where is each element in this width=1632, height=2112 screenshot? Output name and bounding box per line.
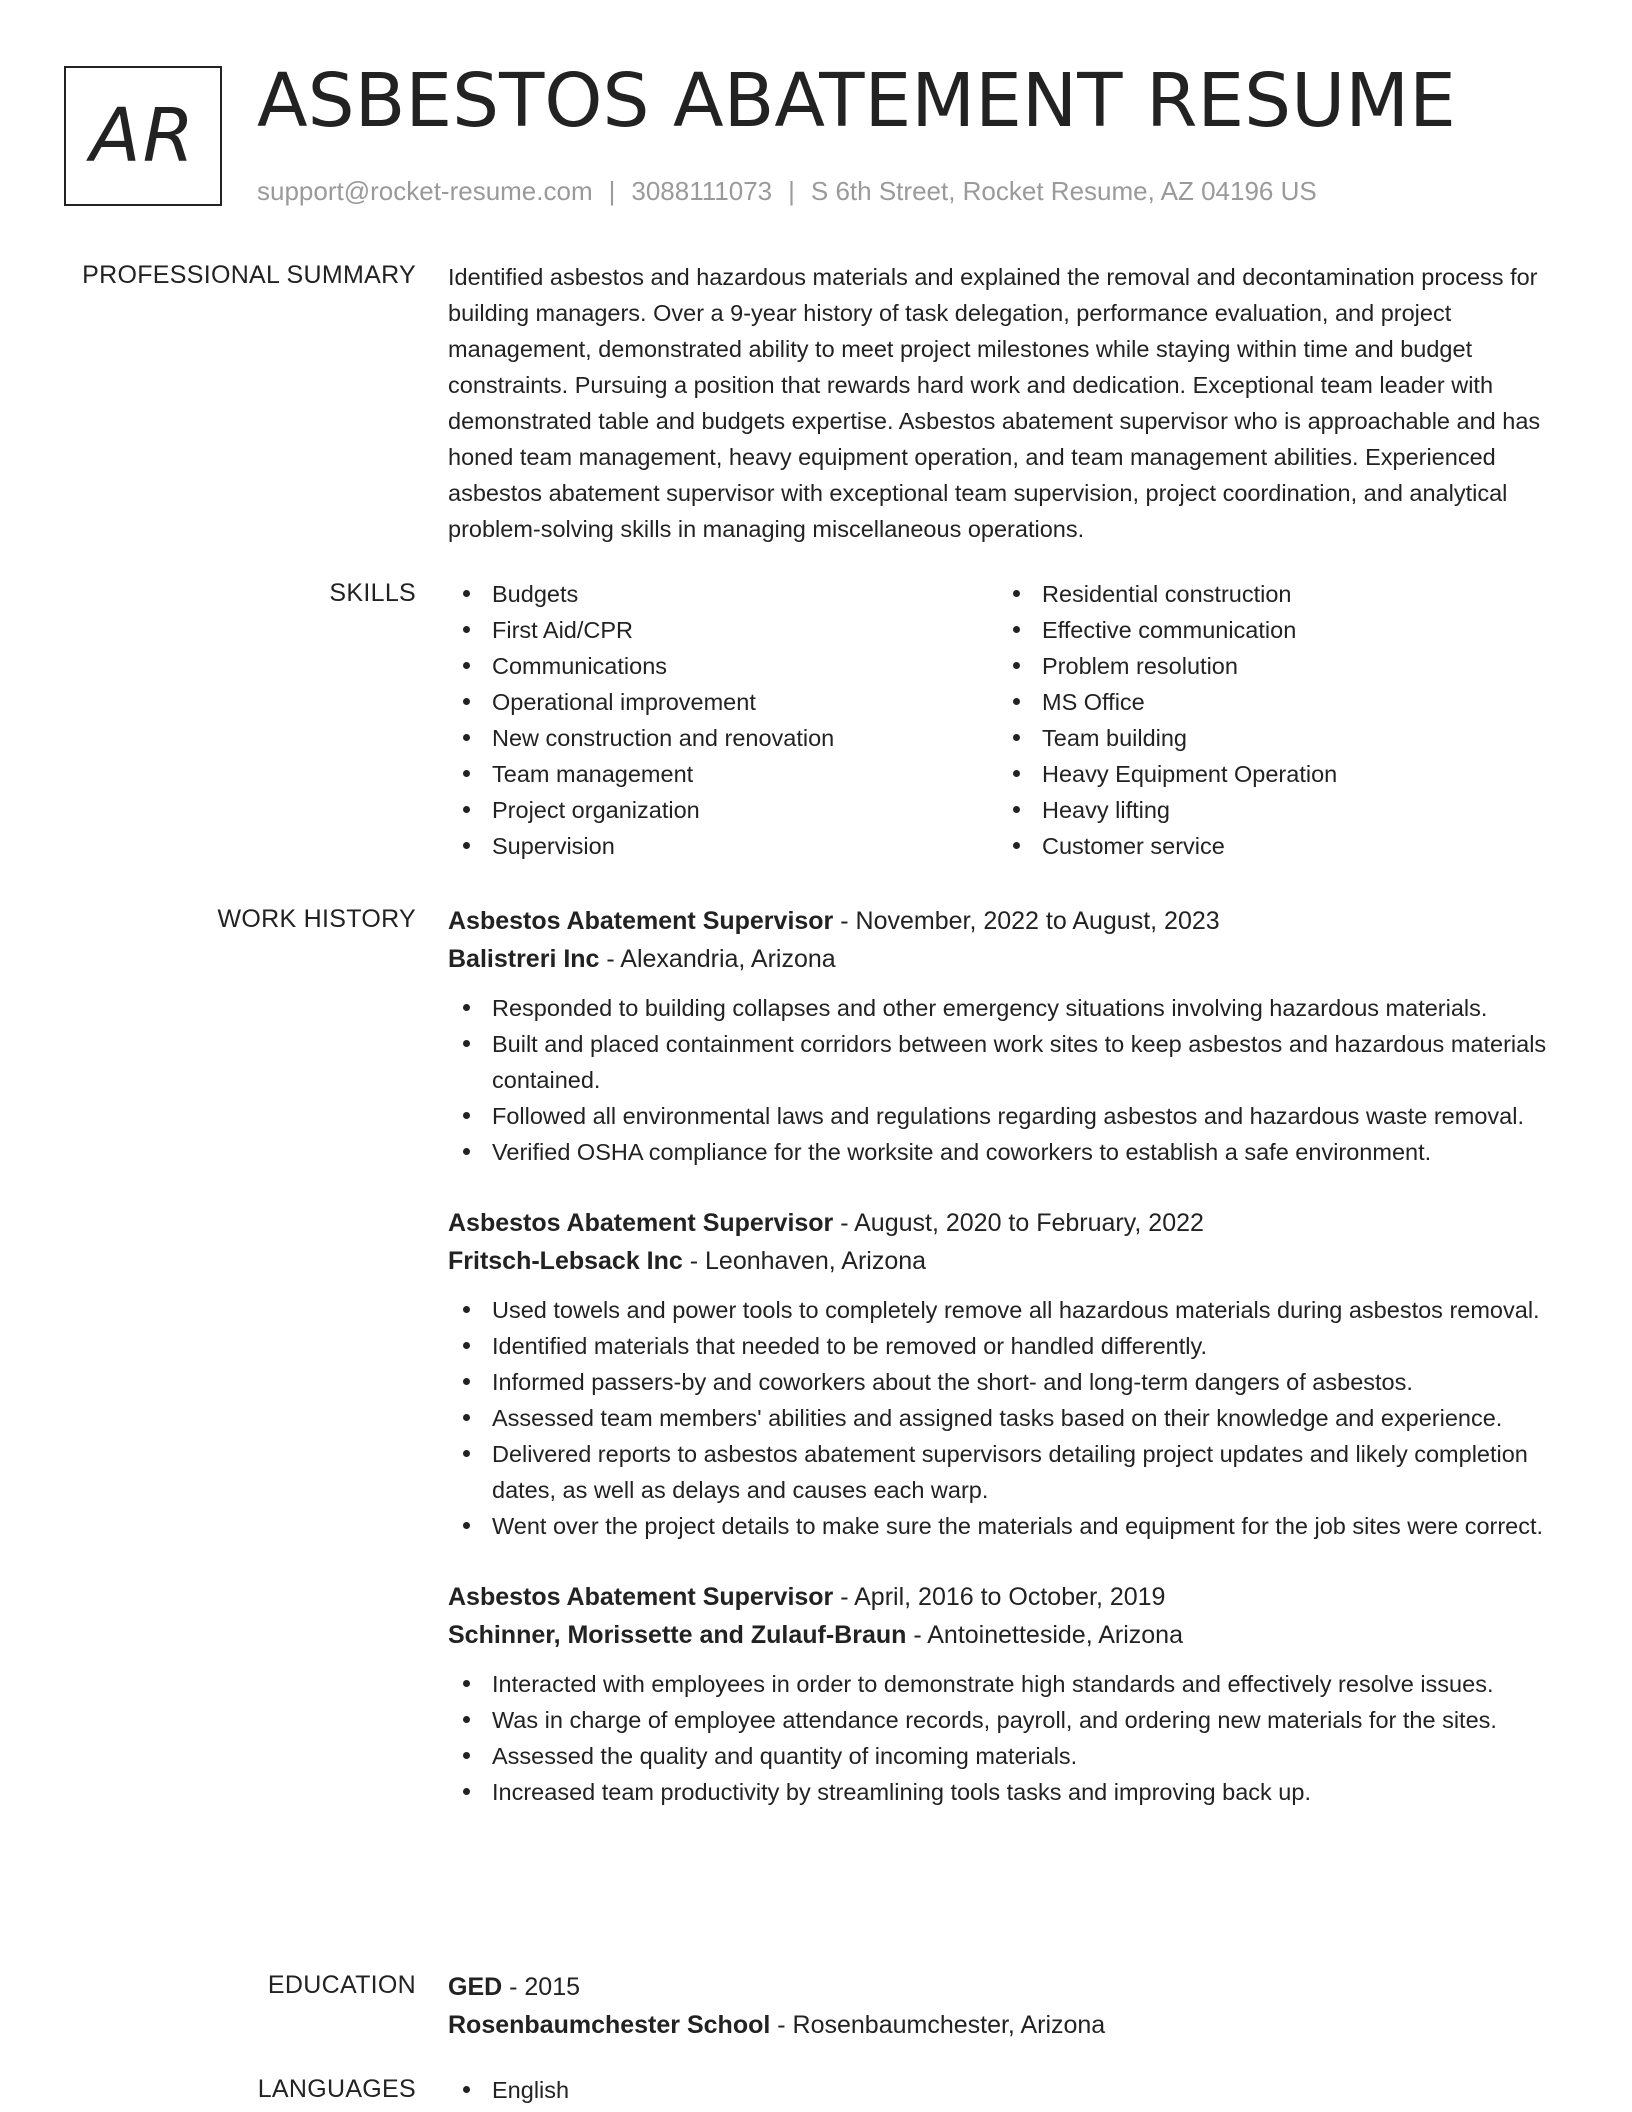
job-company: Balistreri Inc [448,945,600,973]
education-location: - Rosenbaumchester, Arizona [770,2011,1106,2039]
job-title-line [448,1204,1566,1242]
job-company: Schinner, Morissette and Zulauf-Braun [448,1621,907,1649]
skill-item: Problem resolution [998,648,1548,684]
job-bullet: Responded to building collapses and other emergency situations involving hazardous materials. [448,990,1566,1026]
job-company-line [448,1616,1566,1654]
monogram-badge [64,66,222,206]
skill-item: Team management [448,756,998,792]
skill-item: Heavy Equipment Operation [998,756,1548,792]
job-dates: - November, 2022 to August, 2023 [833,907,1220,935]
education-school-line [448,2006,1566,2044]
skill-item: Communications [448,648,998,684]
skill-item: Budgets [448,576,998,612]
language-item: English [448,2072,1566,2108]
job-dates: - April, 2016 to October, 2019 [833,1583,1166,1611]
skill-item: First Aid/CPR [448,612,998,648]
job-bullet-list [448,990,1566,1170]
job-bullet: Increased team productivity by streamlining tools tasks and improving back up. [448,1774,1566,1810]
contact-line [257,174,1317,208]
contact-separator: | [608,176,616,206]
job-bullet: Used towels and power tools to completely remove all hazardous materials during asbestos removal. [448,1292,1566,1328]
skill-item: Customer service [998,828,1548,864]
education-degree: GED [448,1973,503,2001]
job-bullet: Verified OSHA compliance for the worksite and coworkers to establish a safe environment. [448,1134,1566,1170]
skill-item: Project organization [448,792,998,828]
job-bullet: Assessed team members' abilities and assigned tasks based on their knowledge and experience. [448,1400,1566,1436]
job-title: Asbestos Abatement Supervisor [448,907,834,935]
job-bullet: Identified materials that needed to be removed or handled differently. [448,1328,1566,1364]
job-company-line [448,940,1566,978]
skill-item: Heavy lifting [998,792,1548,828]
section-label: PROFESSIONAL SUMMARY [82,261,416,289]
section-label: SKILLS [329,579,416,607]
skill-item: Residential construction [998,576,1548,612]
job-title: Asbestos Abatement Supervisor [448,1583,834,1611]
skill-item: Team building [998,720,1548,756]
job-bullet: Assessed the quality and quantity of incoming materials. [448,1738,1566,1774]
section-label: LANGUAGES [257,2075,416,2103]
job-entry [448,1204,1566,1544]
job-bullet: Built and placed containment corridors between work sites to keep asbestos and hazardous materials contained. [448,1026,1566,1098]
contact-address: S 6th Street, Rocket Resume, AZ 04196 US [810,176,1317,206]
education-body [448,1968,1566,2044]
job-bullet: Informed passers-by and coworkers about the short- and long-term dangers of asbestos. [448,1364,1566,1400]
summary-text: Identified asbestos and hazardous materials and explained the removal and decontamination process for building managers. Over a 9-year history of task delegation, performance evaluation, and project management, demonstrated ability to meet project milestones while staying within time and budget constraints. Pursuing a position that rewards hard work and dedication. Exceptional team leader with demonstrated table and budgets expertise. Asbestos abatement supervisor who is approachable and has honed team management, heavy equipment operation, and team management abilities. Experienced asbestos abatement supervisor with exceptional team supervision, project coordination, and analytical problem-solving skills in managing miscellaneous operations. [448,264,1541,542]
section-label: EDUCATION [267,1971,416,1999]
job-company-line [448,1242,1566,1280]
education-degree-line [448,1968,1566,2006]
education-school: Rosenbaumchester School [448,2011,771,2039]
job-bullet: Went over the project details to make sure the materials and equipment for the job sites were correct. [448,1508,1566,1544]
skill-item: MS Office [998,684,1548,720]
skill-item: Operational improvement [448,684,998,720]
job-title: Asbestos Abatement Supervisor [448,1209,834,1237]
work-history-body [448,902,1566,1844]
section-label: WORK HISTORY [217,905,416,933]
skills-list-right [998,576,1548,864]
skills-grid [448,576,1566,864]
contact-email[interactable]: support@rocket-resume.com [257,176,593,206]
job-location: - Antoinetteside, Arizona [906,1621,1183,1649]
job-title-line [448,902,1566,940]
contact-phone[interactable]: 3088111073 [631,176,773,206]
job-location: - Alexandria, Arizona [599,945,836,973]
job-entry [448,902,1566,1170]
skill-item: Supervision [448,828,998,864]
resume-title: ASBESTOS ABATEMENT RESUME [257,58,1456,144]
job-bullet-list [448,1666,1566,1810]
job-bullet-list [448,1292,1566,1544]
job-location: - Leonhaven, Arizona [682,1247,927,1275]
contact-separator: | [788,176,795,206]
skills-list-left [448,576,998,864]
job-company: Fritsch-Lebsack Inc [448,1247,683,1275]
job-bullet: Delivered reports to asbestos abatement supervisors detailing project updates and likely completion dates, as well as delays and causes each warp. [448,1436,1566,1508]
job-entry [448,1578,1566,1810]
languages-list [448,2072,1566,2108]
skill-item: New construction and renovation [448,720,998,756]
skill-item: Effective communication [998,612,1548,648]
languages-body [448,2072,1566,2108]
monogram-initials: AR [89,93,197,179]
job-bullet: Was in charge of employee attendance records, payroll, and ordering new materials for the sites. [448,1702,1566,1738]
summary-body [448,259,1566,547]
job-dates: - August, 2020 to February, 2022 [833,1209,1204,1237]
skills-body [448,576,1566,864]
job-bullet: Followed all environmental laws and regulations regarding asbestos and hazardous waste removal. [448,1098,1566,1134]
job-bullet: Interacted with employees in order to demonstrate high standards and effectively resolve issues. [448,1666,1566,1702]
education-year: - 2015 [502,1973,581,2001]
job-title-line [448,1578,1566,1616]
